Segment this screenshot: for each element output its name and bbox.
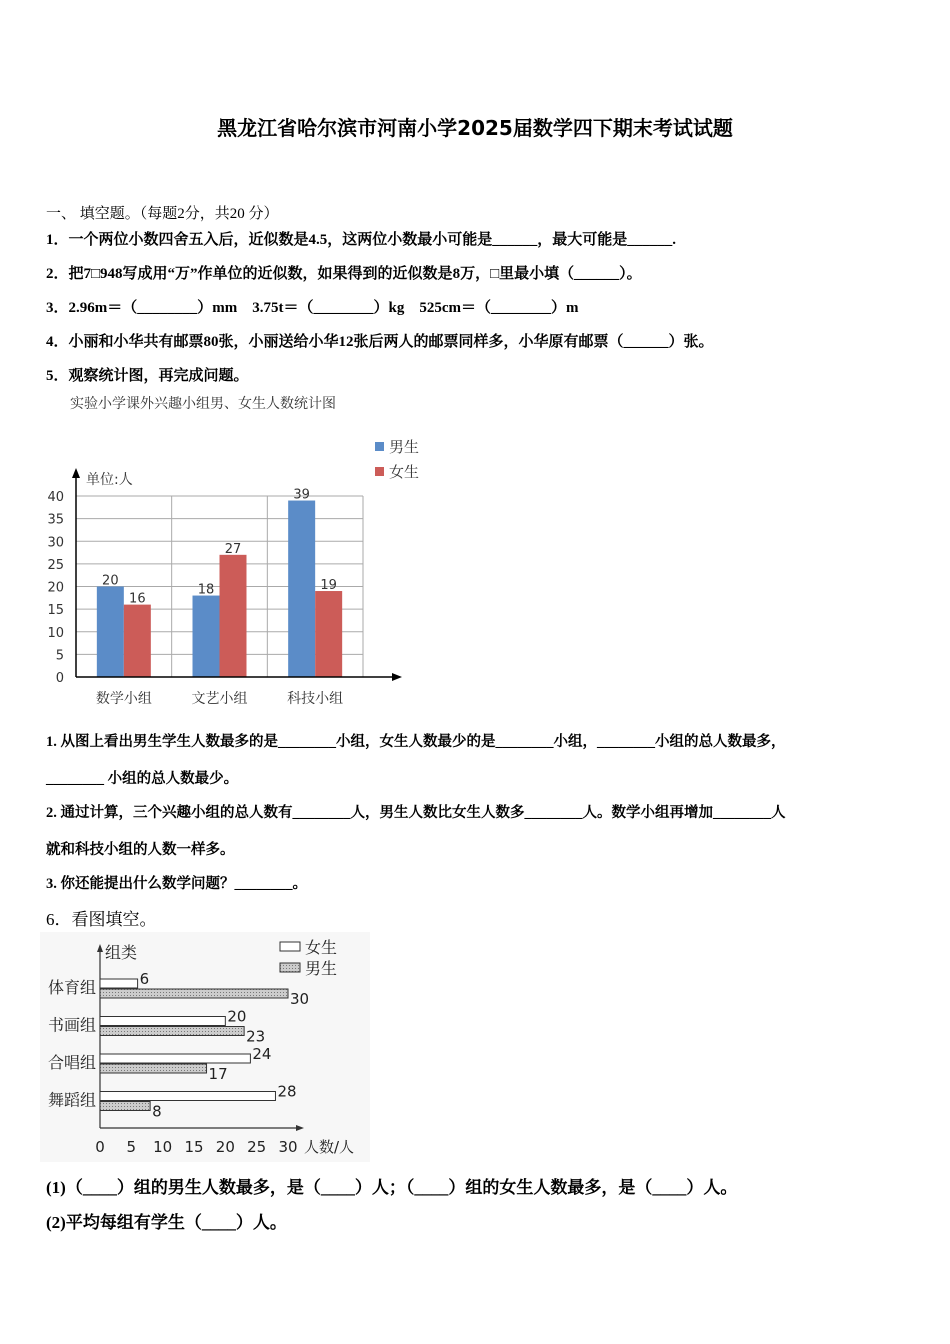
x-tick-label: 25 bbox=[247, 1138, 267, 1156]
x-tick-label: 数学小组 bbox=[95, 691, 152, 707]
bar-女生 bbox=[124, 605, 151, 677]
q5-sub-1: 1. 从图上看出男生学生人数最多的是________小组，女生人数最少的是________小组，________小组的总人数最多， bbox=[46, 734, 786, 750]
data-label: 18 bbox=[197, 582, 215, 598]
data-label: 27 bbox=[224, 541, 242, 557]
question-1: 1．一个两位小数四舍五入后，近似数是4.5，这两位小数最小可能是______，最大可能是______. bbox=[46, 232, 677, 248]
q6-sub-2: (2)平均每组有学生（____）人。 bbox=[46, 1213, 287, 1232]
bar-男生 bbox=[100, 1027, 244, 1036]
bar-女生 bbox=[100, 1092, 275, 1101]
y-tick-label: 25 bbox=[47, 557, 64, 573]
question-2: 2．把7□948写成用“万”作单位的近似数，如果得到的近似数是8万，□里最小填（______）。 bbox=[46, 266, 642, 282]
y-axis-label: 组类 bbox=[105, 943, 138, 962]
question-6: 6．看图填空。 bbox=[46, 910, 157, 929]
chart1-title: 实验小学课外兴趣小组男、女生人数统计图 bbox=[70, 396, 336, 412]
x-tick-label: 15 bbox=[184, 1138, 204, 1156]
bar-女生 bbox=[100, 979, 138, 988]
q6-sub-1: (1)（____）组的男生人数最多，是（____）人；（____）组的女生人数最多，是（____）人。 bbox=[46, 1178, 738, 1197]
y-tick-label: 30 bbox=[47, 535, 64, 551]
data-label: 6 bbox=[139, 970, 150, 988]
legend-label: 女生 bbox=[305, 938, 338, 957]
legend-swatch bbox=[280, 942, 300, 951]
data-label: 20 bbox=[227, 1007, 247, 1026]
x-tick-label: 科技小组 bbox=[287, 691, 344, 707]
question-3: 3．2.96m＝（________）mm 3.75t＝（________）kg 525cm＝（________）m bbox=[46, 300, 579, 316]
y-tick-label: 20 bbox=[47, 580, 64, 596]
chart2-horizontal-bar-chart bbox=[40, 932, 380, 1162]
x-axis-arrow-icon bbox=[392, 673, 402, 681]
x-tick-label: 30 bbox=[278, 1138, 298, 1156]
question-4: 4．小丽和小华共有邮票80张，小丽送给小华12张后两人的邮票同样多，小华原有邮票（______）张。 bbox=[46, 334, 714, 350]
data-label: 8 bbox=[152, 1102, 162, 1121]
bar-男生 bbox=[97, 587, 124, 678]
x-tick-label: 10 bbox=[153, 1138, 173, 1156]
y-tick-label: 5 bbox=[55, 648, 64, 664]
bar-女生 bbox=[100, 1017, 225, 1026]
category-label: 书画组 bbox=[47, 1015, 96, 1035]
y-tick-label: 0 bbox=[55, 671, 64, 686]
x-tick-label: 文艺小组 bbox=[191, 691, 248, 707]
bar-女生 bbox=[315, 591, 342, 677]
data-label: 19 bbox=[320, 578, 337, 594]
y-axis-unit: 单位:人 bbox=[86, 472, 133, 488]
data-label: 17 bbox=[208, 1065, 228, 1083]
data-label: 23 bbox=[246, 1027, 266, 1046]
section-heading: 一、 填空题。（每题2分，共20 分） bbox=[46, 206, 279, 222]
bar-男生 bbox=[100, 1102, 150, 1111]
category-label: 体育组 bbox=[47, 978, 96, 997]
category-label: 合唱组 bbox=[47, 1053, 96, 1072]
data-label: 20 bbox=[102, 573, 119, 589]
legend-label: 男生 bbox=[305, 959, 338, 978]
q5-sub-3: 3. 你还能提出什么数学问题？________。 bbox=[46, 876, 307, 892]
bar-女生 bbox=[220, 555, 247, 677]
x-tick-label: 5 bbox=[126, 1138, 137, 1156]
q5-sub-2: 2. 通过计算，三个兴趣小组的总人数有________人，男生人数比女生人数多________人。数学小组再增加________人 bbox=[46, 805, 786, 821]
bar-男生 bbox=[100, 1064, 207, 1073]
bar-男生 bbox=[288, 501, 315, 677]
y-tick-label: 40 bbox=[47, 490, 64, 505]
legend-swatch bbox=[280, 963, 300, 972]
q5-sub-2-cont: 就和科技小组的人数一样多。 bbox=[46, 842, 235, 858]
bar-女生 bbox=[100, 1054, 250, 1063]
legend-swatch bbox=[375, 467, 384, 476]
y-tick-label: 35 bbox=[47, 512, 64, 528]
y-tick-label: 10 bbox=[47, 625, 64, 641]
y-tick-label: 15 bbox=[47, 603, 64, 619]
data-label: 24 bbox=[252, 1045, 272, 1063]
legend-label: 女生 bbox=[389, 463, 420, 481]
x-axis-label: 人数/人 bbox=[304, 1138, 355, 1156]
page-title: 黑龙江省哈尔滨市河南小学2025届数学四下期末考试试题 bbox=[217, 116, 733, 140]
question-5: 5．观察统计图，再完成问题。 bbox=[46, 368, 249, 384]
bar-男生 bbox=[193, 596, 220, 677]
x-tick-label: 20 bbox=[215, 1138, 235, 1156]
y-axis-arrow-icon bbox=[72, 468, 80, 478]
x-tick-label: 0 bbox=[95, 1138, 105, 1156]
data-label: 39 bbox=[293, 487, 310, 503]
category-label: 舞蹈组 bbox=[47, 1090, 96, 1110]
legend-label: 男生 bbox=[389, 438, 420, 456]
q5-sub-1-cont: ________ 小组的总人数最少。 bbox=[46, 771, 239, 787]
chart1-bar-chart bbox=[0, 420, 460, 720]
legend-swatch bbox=[375, 442, 384, 451]
data-label: 30 bbox=[290, 990, 310, 1008]
bar-男生 bbox=[100, 989, 288, 998]
data-label: 16 bbox=[129, 591, 146, 607]
data-label: 28 bbox=[277, 1082, 297, 1101]
